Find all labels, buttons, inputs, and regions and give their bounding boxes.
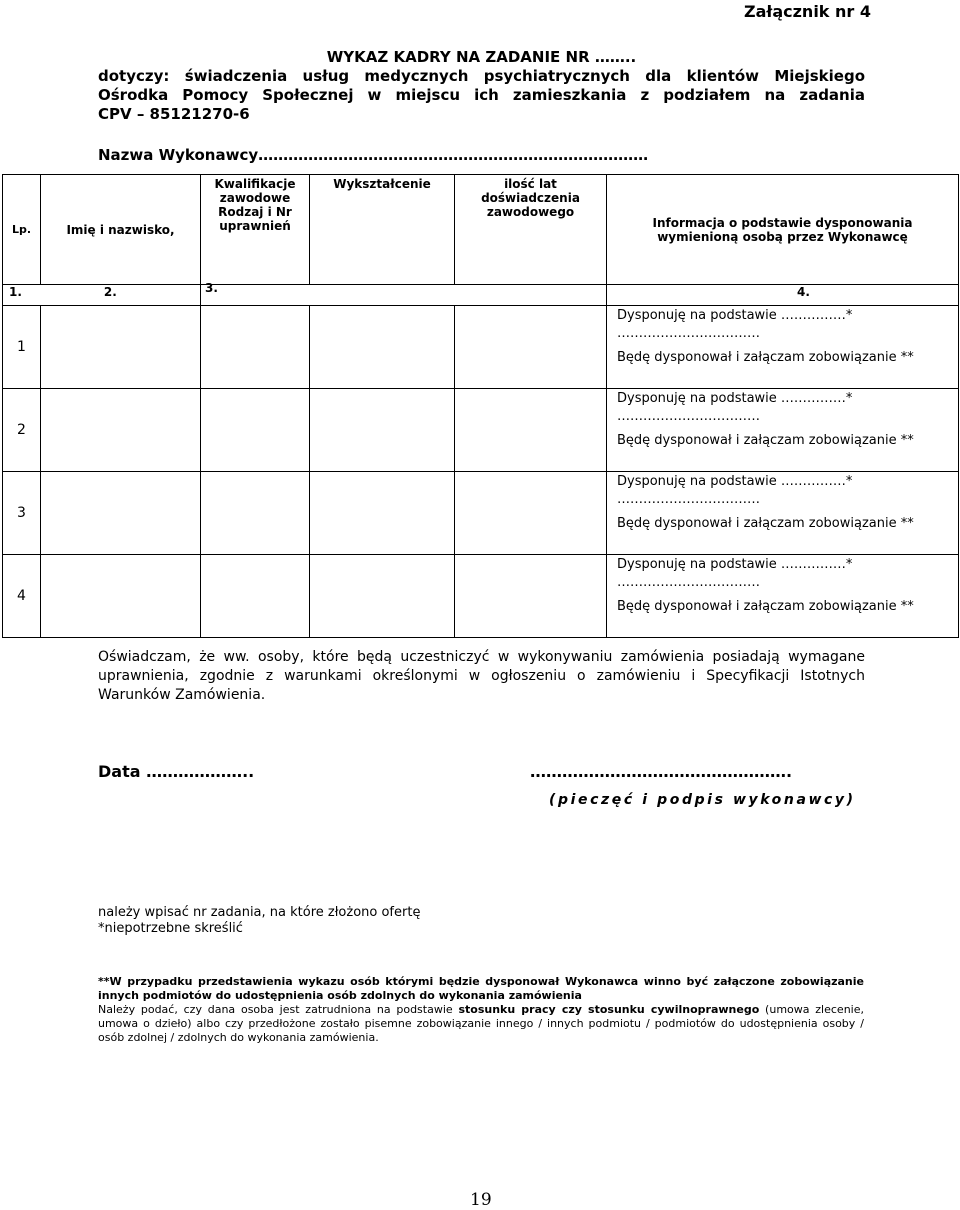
row-number: 1: [3, 306, 41, 389]
signature-caption: (pieczęć i podpis wykonawcy): [549, 792, 856, 808]
column-number-3: [201, 281, 607, 306]
footnote-task-number: należy wpisać nr zadania, na które złożono ofertę: [98, 905, 421, 920]
footnote-strike-out: *niepotrzebne skreślić: [98, 921, 243, 936]
contractor-name-field: Nazwa Wykonawcy……………………………………………………………………: [98, 146, 649, 164]
education-cell[interactable]: [310, 306, 455, 389]
footnotes-bottom: [98, 975, 864, 1045]
subject-line-1: dotyczy: świadczenia usług medycznych psychiatrycznych dla klientów Miejskiego: [98, 67, 865, 85]
col-header-disposal-info: [607, 175, 959, 285]
statement-paragraph: Oświadczam, że ww. osoby, które będą uczestniczyć w wykonywaniu zamówienia posiadają wymagane uprawnienia, zgodnie z warunkami określonymi w ogłoszeniu o zamówieniu i Specyfikacji Istotnych Warunków Zamówienia.: [98, 649, 865, 703]
table-row: [3, 306, 959, 389]
subject-line-3: CPV – 85121270-6: [98, 105, 250, 123]
footnote-text: Należy podać, czy dana osoba jest zatrudniona na podstawie: [98, 1003, 459, 1016]
row-number: 2: [3, 389, 41, 472]
disposal-info-cell[interactable]: [607, 555, 959, 638]
date-field: Data ………………..: [98, 762, 255, 781]
col-header-experience: [455, 175, 607, 285]
disposal-basis-line: Dysponuję na podstawie ……………*: [617, 391, 853, 406]
disposal-info-cell[interactable]: [607, 389, 959, 472]
table-header-row: [3, 175, 959, 285]
annex-label: Załącznik nr 4: [744, 2, 871, 21]
column-numbers-1-2: [3, 285, 201, 306]
table-row: [3, 472, 959, 555]
disposal-dots-line: ……………………………: [617, 492, 760, 507]
col-header-qualifications-line: uprawnień: [219, 219, 291, 233]
col-header-qualifications-line: Rodzaj i Nr: [218, 205, 292, 219]
column-number: 2.: [103, 285, 117, 299]
commitment-line: Będę dysponował i załączam zobowiązanie **: [617, 516, 914, 531]
col-header-qualifications: [201, 175, 310, 285]
page-number: 19: [470, 1190, 492, 1210]
education-cell[interactable]: [310, 472, 455, 555]
footnotes-top: [98, 905, 420, 937]
experience-cell[interactable]: [455, 389, 607, 472]
table-row: [3, 555, 959, 638]
column-number-row: [3, 285, 959, 306]
col-header-experience-line: doświadczenia: [481, 191, 580, 205]
col-header-qualifications-line: zawodowe: [219, 191, 291, 205]
education-cell[interactable]: [310, 389, 455, 472]
column-number-4: [607, 285, 959, 306]
signature-line: ………………………………………….: [530, 762, 793, 781]
disposal-basis-line: Dysponuję na podstawie ……………*: [617, 308, 853, 323]
disposal-basis-line: Dysponuję na podstawie ……………*: [617, 474, 853, 489]
name-cell[interactable]: [41, 472, 201, 555]
column-number: 1.: [9, 285, 22, 299]
qualifications-cell[interactable]: [201, 472, 310, 555]
footnote-text-bold: stosunku pracy czy stosunku cywilnoprawnego: [458, 1003, 760, 1016]
qualifications-cell[interactable]: [201, 306, 310, 389]
subject-line-2: Ośrodka Pomocy Społecznej w miejscu ich zamieszkania z podziałem na zadania: [98, 86, 865, 104]
col-header-qualifications-line: Kwalifikacje: [214, 177, 296, 191]
disposal-dots-line: ……………………………: [617, 326, 760, 341]
name-cell[interactable]: [41, 306, 201, 389]
education-cell[interactable]: [310, 555, 455, 638]
disposal-basis-line: Dysponuję na podstawie ……………*: [617, 557, 853, 572]
footnote-employment-basis: [98, 1003, 864, 1045]
commitment-line: Będę dysponował i załączam zobowiązanie **: [617, 599, 914, 614]
table-row: [3, 389, 959, 472]
disposal-info-cell[interactable]: [607, 472, 959, 555]
column-number: 3.: [205, 281, 218, 295]
qualifications-cell[interactable]: [201, 555, 310, 638]
row-number: 4: [3, 555, 41, 638]
col-header-lp: Lp.: [3, 175, 41, 285]
disposal-dots-line: ……………………………: [617, 409, 760, 424]
staff-table: [2, 174, 959, 638]
disposal-info-cell[interactable]: [607, 306, 959, 389]
document-title: WYKAZ KADRY NA ZADANIE NR ……..: [326, 48, 637, 66]
name-cell[interactable]: [41, 389, 201, 472]
col-header-disposal-line: wymienioną osobą przez Wykonawcę: [657, 229, 908, 244]
col-header-experience-line: ilość lat: [504, 177, 557, 191]
disposal-dots-line: ……………………………: [617, 575, 760, 590]
experience-cell[interactable]: [455, 306, 607, 389]
col-header-experience-line: zawodowego: [486, 205, 575, 219]
commitment-line: Będę dysponował i załączam zobowiązanie **: [617, 350, 914, 365]
name-cell[interactable]: [41, 555, 201, 638]
col-header-education: Wykształcenie: [310, 175, 455, 285]
col-header-disposal-line: Informacja o podstawie dysponowania: [652, 215, 913, 230]
commitment-line: Będę dysponował i załączam zobowiązanie **: [617, 433, 914, 448]
footnote-text: (umowa zlecenie, umowa o dzieło) albo czy przedłożone zostało pisemne zobowiązanie innego / innych podmiotu / podmiotów do udostępnienia osoby / osób zdolnej / zdolnych do wykonania zamówienia.: [98, 1003, 864, 1044]
row-number: 3: [3, 472, 41, 555]
col-header-name: Imię i nazwisko,: [41, 175, 201, 285]
column-number: 4.: [797, 285, 810, 299]
experience-cell[interactable]: [455, 555, 607, 638]
document-header: [98, 48, 865, 124]
footnote-commitment: **W przypadku przedstawienia wykazu osób którymi będzie dysponował Wykonawca winno być załączone zobowiązanie innych podmiotów do udostępnienia osób zdolnych do wykonania zamówienia: [98, 975, 864, 1002]
qualifications-cell[interactable]: [201, 389, 310, 472]
experience-cell[interactable]: [455, 472, 607, 555]
